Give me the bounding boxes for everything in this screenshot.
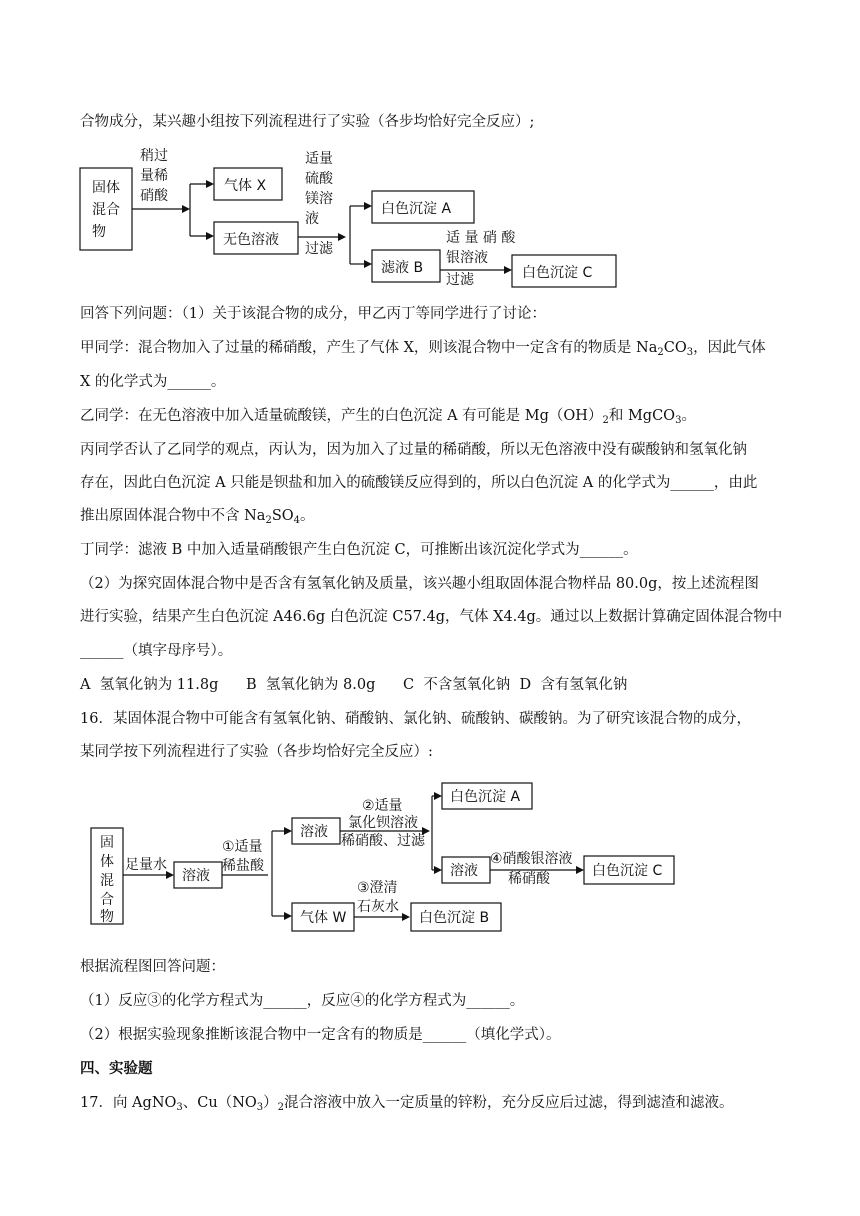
q16-sub2: （2）根据实验现象推断该混合物中一定含有的物质是______（填化学式）。	[80, 1027, 561, 1043]
q15-options: A 氢氧化钠为 11.8g B 氢氧化钠为 8.0g C 不含氢氧化钠 D 含有氢氧化钠	[80, 677, 628, 693]
flow1-start-line: 固体	[92, 180, 120, 196]
q16-line2: 某同学按下列流程进行了实验（各步均恰好完全反应）:	[80, 744, 433, 760]
flow2-r2: ②适量	[362, 798, 403, 814]
section-heading: 四、实验题	[80, 1061, 153, 1077]
flow1-reagent2: 硫酸	[305, 171, 333, 187]
flow1-reagent3: 适 量 硝 酸	[446, 230, 516, 246]
flow1-reagent3: 过滤	[446, 272, 474, 288]
flow2-water: 足量水	[125, 857, 167, 873]
flow2-start-line: 固	[100, 835, 114, 851]
q15-bing2: 存在，因此白色沉淀 A 只能是钡盐和加入的硫酸镁反应得到的，所以白色沉淀 A 的化学式为______，由此	[80, 475, 758, 491]
flow2-r1: ①适量	[222, 839, 263, 855]
flow2-start-line: 合	[100, 892, 114, 908]
q15-p2-3: ______（填字母序号）。	[80, 643, 233, 659]
q16-after: 根据流程图回答问题：	[80, 959, 225, 975]
q16-sub1: （1）反应③的化学方程式为______，反应④的化学方程式为______。	[80, 993, 525, 1009]
flow2-start-line: 混	[100, 873, 114, 889]
flow2-r4: ④硝酸银溶液	[490, 851, 573, 867]
flow2-r3: ③澄清	[357, 880, 398, 896]
q15-jia2: X 的化学式为______。	[80, 374, 226, 390]
flow2-start-line: 物	[100, 909, 114, 925]
flow2-sol3: 溶液	[450, 863, 478, 879]
flow2-r1: 稀盐酸	[222, 858, 264, 874]
flow2-r2: 氯化钡溶液	[348, 815, 418, 831]
intro-line: 合物成分，某兴趣小组按下列流程进行了实验（各步均恰好完全反应）;	[80, 114, 535, 130]
flow1-reagent2: 过滤	[305, 241, 333, 257]
q15-p2-2: 进行实验，结果产生白色沉淀 A46.6g 白色沉淀 C57.4g，气体 X4.4g。通过以上数据计算确定固体混合物中	[80, 609, 783, 625]
flow2-r4: 稀硝酸	[508, 871, 550, 887]
q15-ding: 丁同学：滤液 B 中加入适量硝酸银产生白色沉淀 C，可推断出该沉淀化学式为______。	[80, 542, 638, 558]
flow2-r3: 石灰水	[357, 899, 399, 915]
flow1-gas: 气体 X	[224, 178, 267, 194]
flow2-gasW: 气体 W	[300, 910, 347, 926]
flow2-precipB: 白色沉淀 B	[419, 910, 490, 926]
flow1-start-line: 混合	[92, 202, 120, 218]
flow1-precipC: 白色沉淀 C	[522, 265, 593, 281]
q15-p2-1: （2）为探究固体混合物中是否含有氢氧化钠及质量，该兴趣小组取固体混合物样品 80.0g，按上述流程图	[80, 576, 759, 592]
flow1-reagent1: 量稀	[140, 168, 168, 184]
q15-jia: 甲同学：混合物加入了过量的稀硝酸，产生了气体 X，则该混合物中一定含有的物质是 $Na_2CO_3$，因此气体	[80, 340, 766, 358]
flow1-filtrateB: 滤液 B	[381, 260, 424, 276]
flow2-sol1: 溶液	[182, 868, 210, 884]
q15-bing1: 丙同学否认了乙同学的观点，丙认为，因为加入了过量的稀硝酸，所以无色溶液中没有碳酸钠和氢氧化钠	[80, 442, 747, 458]
flow1-reagent3: 银溶液	[446, 250, 488, 266]
q15-p1: 回答下列问题：（1）关于该混合物的成分，甲乙丙丁等同学进行了讨论：	[80, 306, 546, 322]
flow1-start-line: 物	[92, 224, 106, 240]
flow1-solution: 无色溶液	[223, 232, 279, 248]
flow1-precipA: 白色沉淀 A	[381, 201, 452, 217]
flow1-reagent2: 液	[305, 211, 319, 227]
q15-bing3: 推出原固体混合物中不含 $Na_2SO_4$。	[80, 508, 315, 526]
flow1-reagent1: 硝酸	[140, 188, 168, 204]
flow2-precipA: 白色沉淀 A	[450, 789, 521, 805]
q15-yi: 乙同学：在无色溶液中加入适量硫酸镁，产生的白色沉淀 A 有可能是 $Mg(OH)_2$和 MgCO$_3$。	[80, 408, 696, 426]
flow1-reagent1: 稍过	[140, 148, 168, 164]
flow2-sol2: 溶液	[300, 824, 328, 840]
flow2-r2: 稀硝酸、过滤	[341, 833, 425, 849]
q17-line: 17．向 AgNO$_3$、$Cu(NO_3)_2$混合溶液中放入一定质量的锌粉，充分反应后过滤，得到滤渣和滤液。	[80, 1095, 734, 1113]
flow1-reagent2: 镁溶	[305, 191, 333, 207]
flow2-precipC: 白色沉淀 C	[592, 863, 663, 879]
flow2-start-line: 体	[100, 854, 114, 870]
flow1-reagent2: 适量	[305, 151, 333, 167]
q16-line1: 16．某固体混合物中可能含有氢氧化钠、硝酸钠、氯化钠、硫酸钠、碳酸钠。为了研究该混合物的成分，	[80, 711, 751, 727]
